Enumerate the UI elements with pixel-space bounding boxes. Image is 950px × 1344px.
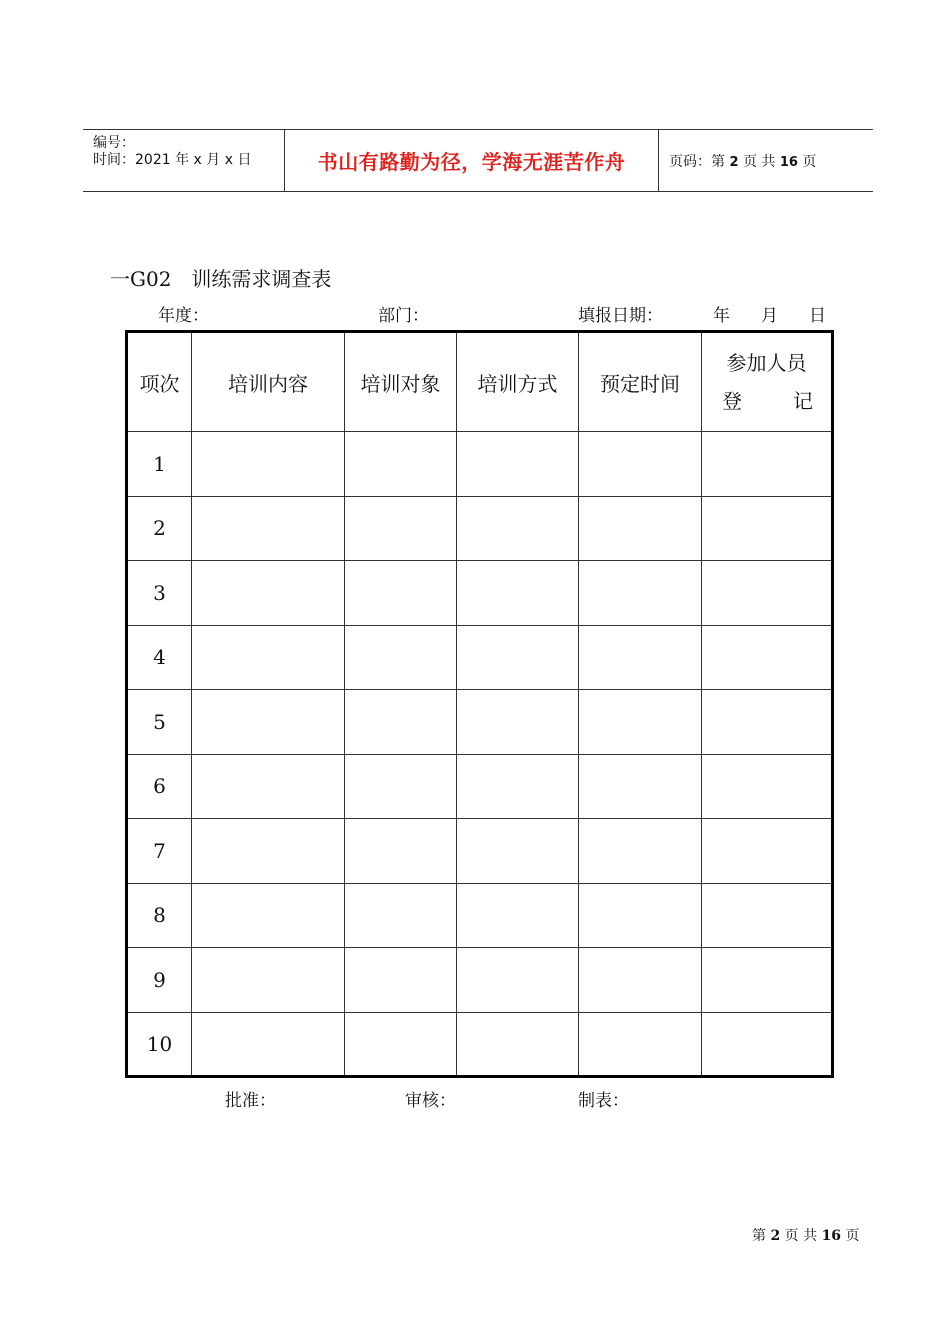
header-training-content: 培训内容	[192, 332, 345, 432]
row-number: 10	[127, 1012, 192, 1077]
cell-participants[interactable]	[702, 883, 833, 948]
cell-scheduled-time[interactable]	[579, 819, 702, 884]
approve-label: 批准：	[225, 1091, 276, 1111]
cell-training-content[interactable]	[192, 819, 345, 884]
footer-current: 2	[770, 1228, 781, 1244]
row-number: 5	[127, 690, 192, 755]
page-suffix: 页	[802, 153, 817, 170]
header-scheduled-time: 预定时间	[579, 332, 702, 432]
prepare-label: 制表：	[578, 1091, 629, 1111]
table-row	[127, 432, 833, 497]
participants-line: 参加人员	[726, 351, 807, 375]
row-number: 8	[127, 883, 192, 948]
page-prefix: 页码：第	[669, 153, 725, 170]
cell-training-method[interactable]	[457, 561, 579, 626]
cell-participants[interactable]	[702, 496, 833, 561]
cell-scheduled-time[interactable]	[579, 690, 702, 755]
cell-training-target[interactable]	[345, 432, 457, 497]
cell-participants[interactable]	[702, 561, 833, 626]
row-number: 2	[127, 496, 192, 561]
header-page-cell	[659, 130, 873, 191]
header-participants-register	[702, 332, 833, 432]
cell-training-target[interactable]	[345, 819, 457, 884]
page-mid: 页 共	[742, 153, 776, 170]
cell-training-method[interactable]	[457, 625, 579, 690]
footer-suffix: 页	[845, 1228, 860, 1244]
cell-training-target[interactable]	[345, 1012, 457, 1077]
page-footer	[752, 1225, 860, 1245]
code-label: 编号：	[93, 135, 135, 151]
footer-total: 16	[821, 1228, 842, 1244]
table-row	[127, 561, 833, 626]
table-row	[127, 1012, 833, 1077]
cell-training-method[interactable]	[457, 754, 579, 819]
cell-participants[interactable]	[702, 1012, 833, 1077]
header-training-target: 培训对象	[345, 332, 457, 432]
table-row	[127, 819, 833, 884]
row-number: 3	[127, 561, 192, 626]
cell-scheduled-time[interactable]	[579, 883, 702, 948]
motto-text: 书山有路勤为径，学海无涯苦作舟	[317, 150, 626, 174]
fill-date-label: 填报日期：	[578, 306, 663, 326]
date-year-label: 年	[713, 306, 730, 326]
cell-training-content[interactable]	[192, 754, 345, 819]
register-line	[702, 382, 831, 420]
cell-training-method[interactable]	[457, 819, 579, 884]
page-number-info	[669, 151, 816, 171]
header-training-method: 培训方式	[457, 332, 579, 432]
cell-scheduled-time[interactable]	[579, 496, 702, 561]
cell-scheduled-time[interactable]	[579, 561, 702, 626]
cell-participants[interactable]	[702, 948, 833, 1013]
time-label: 时间：2021 年 x 月 x 日	[93, 152, 252, 168]
cell-training-target[interactable]	[345, 948, 457, 1013]
date-day-label: 日	[809, 306, 826, 326]
header-item-no: 项次	[127, 332, 192, 432]
row-number: 6	[127, 754, 192, 819]
training-needs-table	[125, 330, 834, 1078]
table-row	[127, 948, 833, 1013]
cell-training-content[interactable]	[192, 948, 345, 1013]
cell-scheduled-time[interactable]	[579, 754, 702, 819]
cell-participants[interactable]	[702, 432, 833, 497]
table-row	[127, 754, 833, 819]
cell-training-content[interactable]	[192, 432, 345, 497]
cell-training-content[interactable]	[192, 625, 345, 690]
year-label: 年度：	[158, 306, 209, 326]
table-header-row	[127, 332, 833, 432]
review-label: 审核：	[405, 1091, 456, 1111]
page-total: 16	[779, 154, 798, 170]
cell-training-target[interactable]	[345, 883, 457, 948]
cell-training-method[interactable]	[457, 496, 579, 561]
cell-scheduled-time[interactable]	[579, 948, 702, 1013]
cell-participants[interactable]	[702, 625, 833, 690]
cell-training-target[interactable]	[345, 561, 457, 626]
cell-training-target[interactable]	[345, 754, 457, 819]
register-char-2: 记	[793, 389, 813, 413]
register-char-1: 登	[722, 389, 742, 413]
row-number: 1	[127, 432, 192, 497]
cell-training-content[interactable]	[192, 496, 345, 561]
table-row	[127, 496, 833, 561]
cell-training-content[interactable]	[192, 690, 345, 755]
row-number: 9	[127, 948, 192, 1013]
row-number: 7	[127, 819, 192, 884]
header-info-cell	[83, 130, 284, 191]
cell-training-content[interactable]	[192, 561, 345, 626]
cell-scheduled-time[interactable]	[579, 1012, 702, 1077]
cell-training-target[interactable]	[345, 625, 457, 690]
cell-training-content[interactable]	[192, 1012, 345, 1077]
cell-scheduled-time[interactable]	[579, 432, 702, 497]
row-number: 4	[127, 625, 192, 690]
table-row	[127, 625, 833, 690]
footer-mid: 页 共	[784, 1228, 818, 1244]
footer-prefix: 第	[752, 1228, 766, 1244]
cell-participants[interactable]	[702, 819, 833, 884]
cell-training-method[interactable]	[457, 1012, 579, 1077]
cell-participants[interactable]	[702, 690, 833, 755]
document-header	[83, 129, 873, 192]
table-row	[127, 883, 833, 948]
header-motto-cell	[284, 130, 659, 191]
cell-training-method[interactable]	[457, 948, 579, 1013]
date-month-label: 月	[761, 306, 778, 326]
cell-training-method[interactable]	[457, 883, 579, 948]
cell-training-target[interactable]	[345, 690, 457, 755]
cell-training-method[interactable]	[457, 432, 579, 497]
cell-training-target[interactable]	[345, 496, 457, 561]
page-current: 2	[729, 154, 739, 170]
cell-training-method[interactable]	[457, 690, 579, 755]
department-label: 部门：	[378, 306, 429, 326]
cell-scheduled-time[interactable]	[579, 625, 702, 690]
table-row	[127, 690, 833, 755]
cell-training-content[interactable]	[192, 883, 345, 948]
form-title: 一G02 训练需求调查表	[110, 267, 332, 291]
cell-participants[interactable]	[702, 754, 833, 819]
